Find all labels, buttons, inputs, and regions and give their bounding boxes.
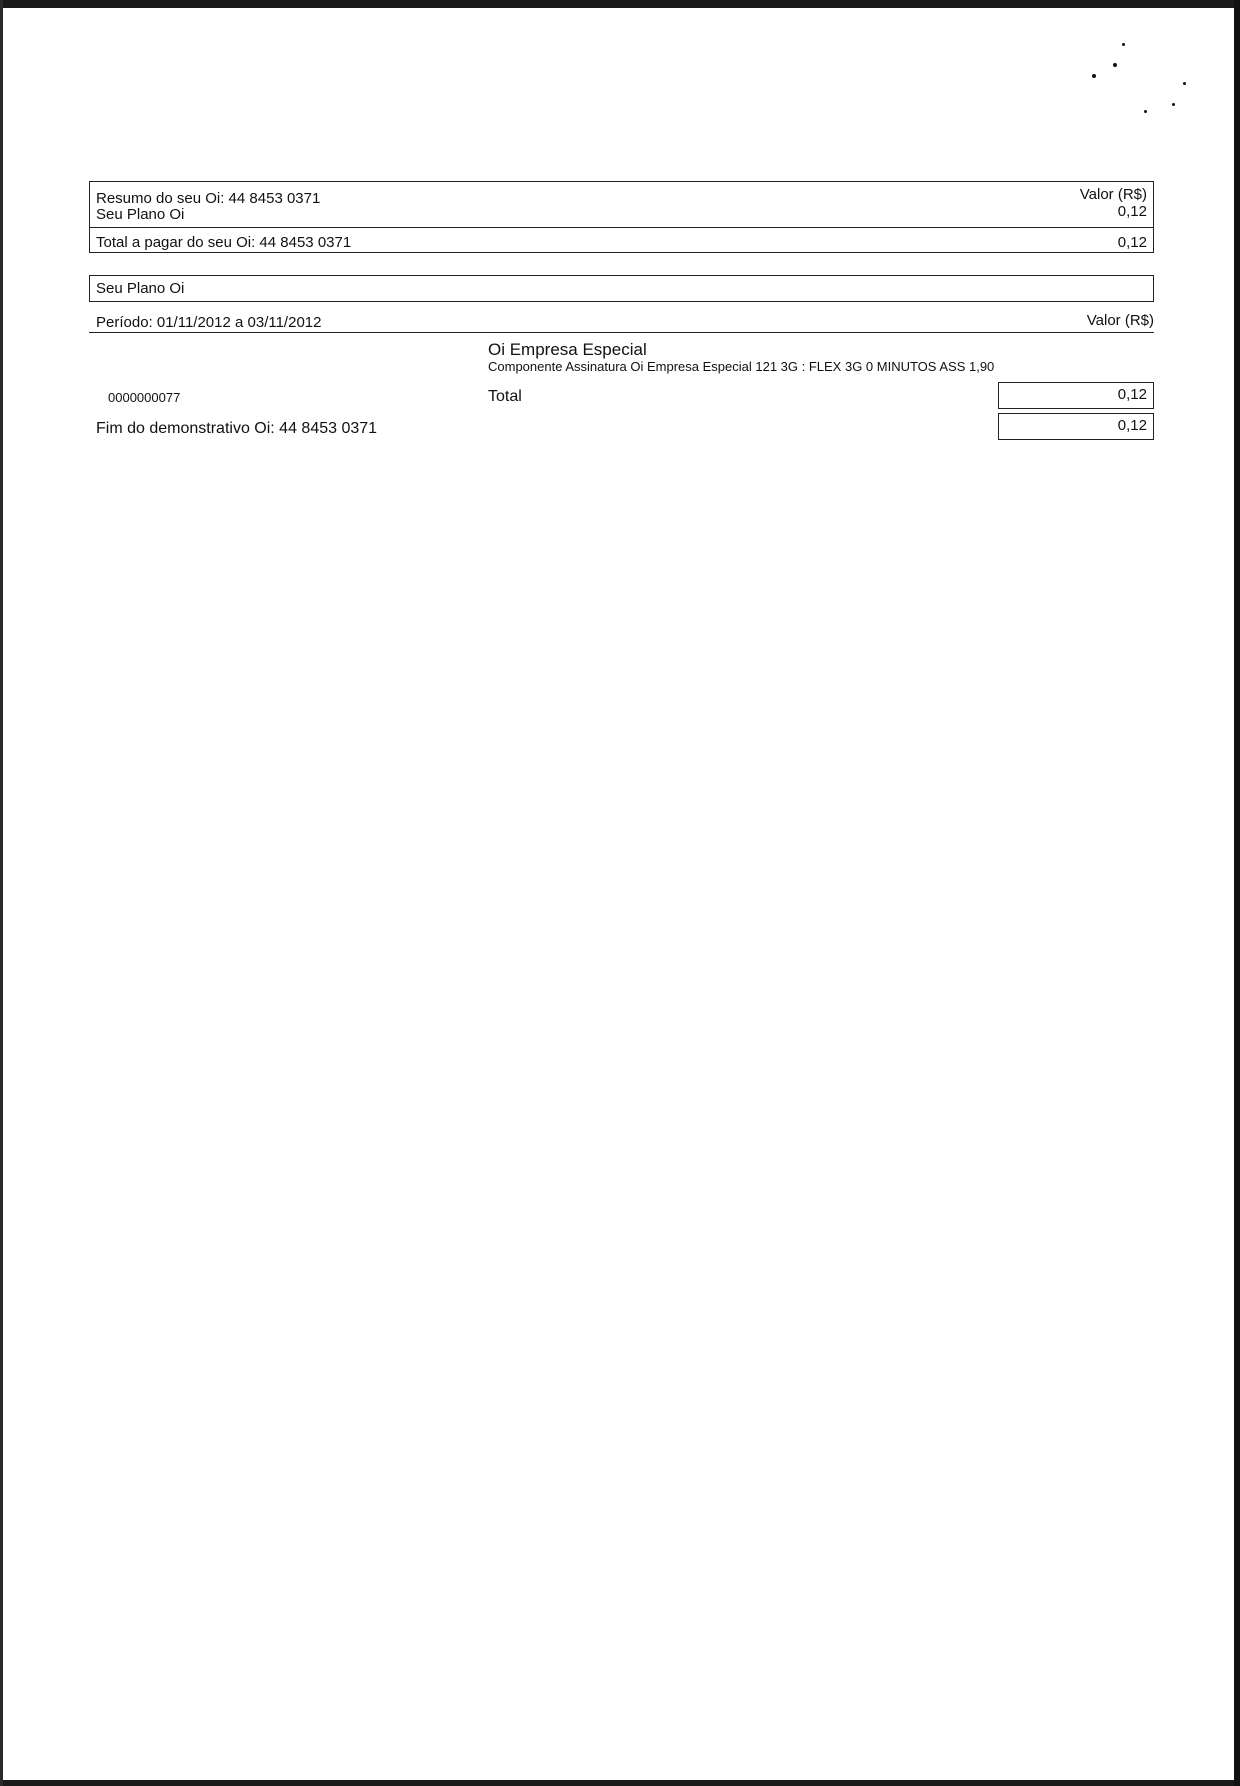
- service-detail: Componente Assinatura Oi Empresa Especial 121 3G : FLEX 3G 0 MINUTOS ASS 1,90: [488, 359, 995, 374]
- plan-section-header: [89, 275, 1154, 302]
- end-of-statement-value: 0,12: [998, 413, 1154, 440]
- summary-divider: [90, 227, 1153, 228]
- summary-valor-header: Valor (R$): [1079, 186, 1147, 203]
- scan-speck: [1183, 82, 1186, 85]
- scan-speck: [1092, 74, 1096, 78]
- period-divider: [89, 332, 1154, 333]
- service-total-value: 0,12: [998, 382, 1154, 409]
- summary-plan-value: 0,12: [1117, 203, 1147, 220]
- period-label: Período: 01/11/2012 a 03/11/2012: [96, 314, 322, 331]
- service-name: Oi Empresa Especial: [488, 340, 647, 359]
- summary-total-value: 0,12: [1117, 234, 1147, 251]
- service-code: 0000000077: [108, 390, 181, 405]
- scan-edge-top: [0, 0, 1240, 8]
- summary-box: [89, 181, 1154, 253]
- scan-edge-right: [1234, 0, 1240, 1786]
- scan-edge-left: [0, 0, 3, 1786]
- scan-speck: [1172, 103, 1175, 106]
- service-total-label: Total: [488, 388, 522, 405]
- scan-speck: [1122, 43, 1125, 46]
- summary-plan-label: Seu Plano Oi: [96, 206, 185, 223]
- summary-title: Resumo do seu Oi: 44 8453 0371: [96, 190, 321, 207]
- plan-section-title: Seu Plano Oi: [96, 280, 185, 297]
- summary-total-label: Total a pagar do seu Oi: 44 8453 0371: [96, 234, 352, 251]
- scan-edge-bottom: [0, 1780, 1240, 1786]
- scan-speck: [1113, 63, 1117, 67]
- end-of-statement-label: Fim do demonstrativo Oi: 44 8453 0371: [96, 420, 378, 437]
- scan-speck: [1144, 110, 1147, 113]
- period-valor-header: Valor (R$): [1086, 312, 1154, 329]
